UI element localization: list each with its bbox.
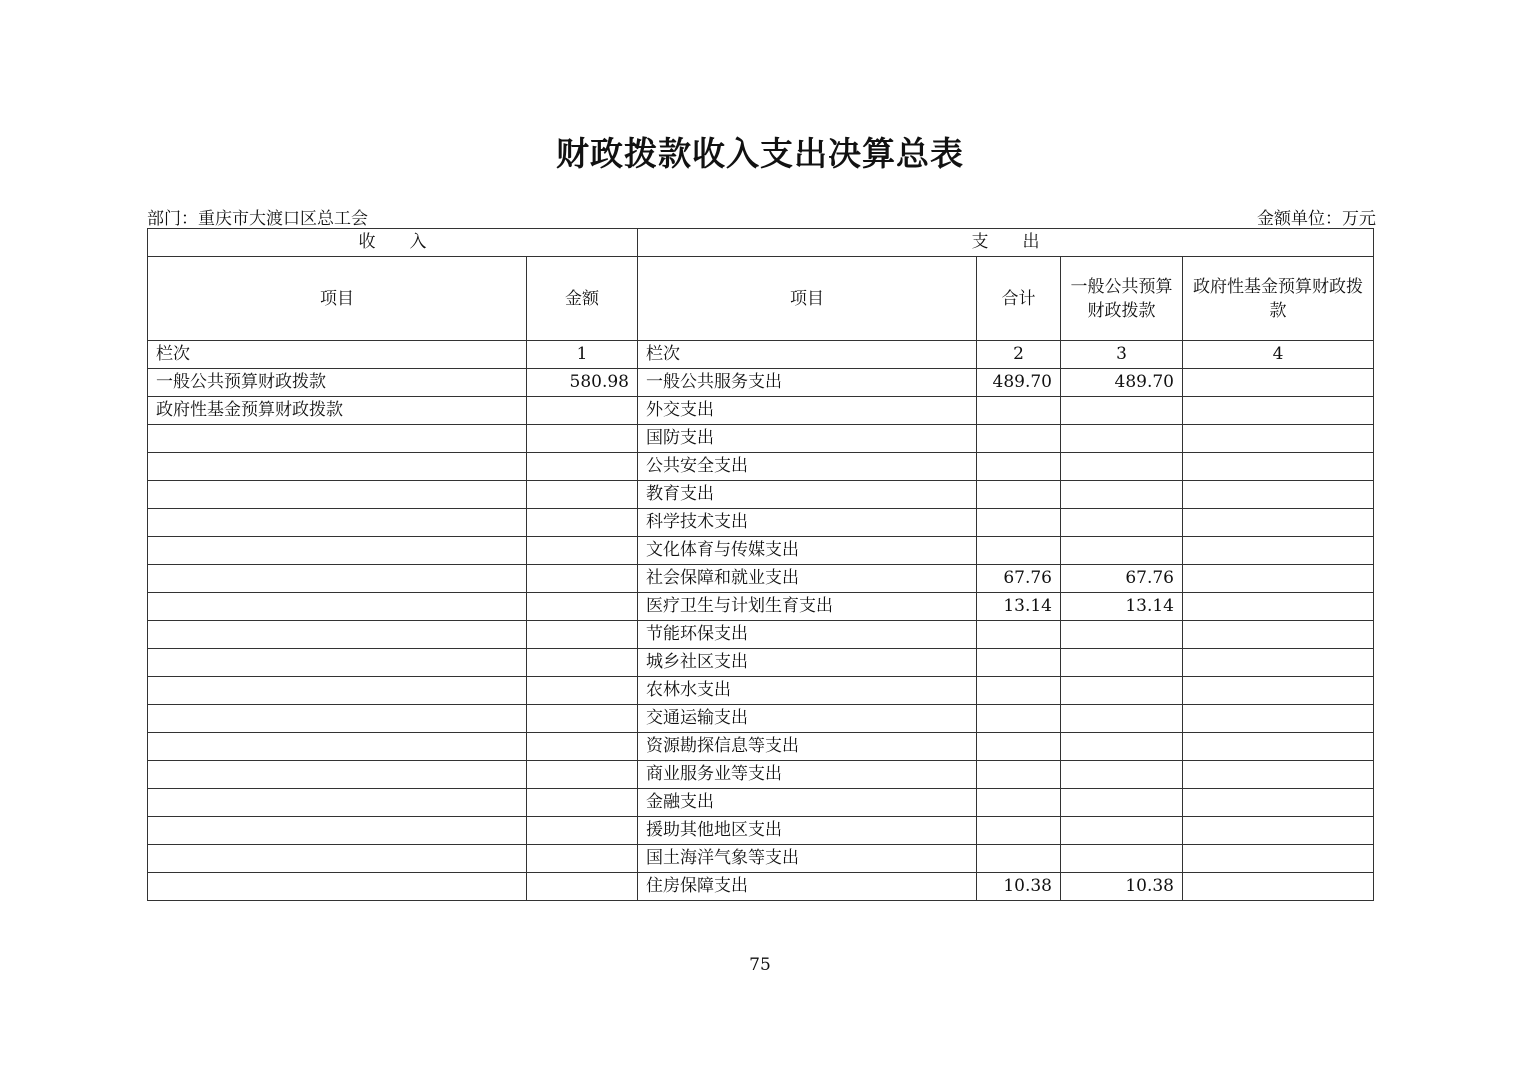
- expense-item-cell: 节能环保支出: [638, 621, 977, 649]
- income-item-cell: [148, 509, 527, 537]
- general-budget-cell: [1061, 789, 1183, 817]
- income-amount-cell: 580.98: [527, 369, 638, 397]
- col-total: 合计: [977, 257, 1061, 341]
- income-amount-cell: [527, 537, 638, 565]
- income-amount-cell: [527, 789, 638, 817]
- table-row: [148, 621, 1374, 649]
- income-item-cell: [148, 537, 527, 565]
- income-amount-cell: [527, 845, 638, 873]
- expense-item-cell: 一般公共服务支出: [638, 369, 977, 397]
- general-budget-cell: 67.76: [1061, 565, 1183, 593]
- expense-item-cell: 住房保障支出: [638, 873, 977, 901]
- general-budget-cell: [1061, 537, 1183, 565]
- total-cell: [977, 677, 1061, 705]
- general-budget-cell: [1061, 453, 1183, 481]
- general-budget-cell: [1061, 397, 1183, 425]
- income-item-cell: [148, 621, 527, 649]
- index-col-3: 3: [1061, 341, 1183, 369]
- col-income-item: 项目: [148, 257, 527, 341]
- expense-item-cell: 教育支出: [638, 481, 977, 509]
- index-label-2: 栏次: [638, 341, 977, 369]
- col-general-budget: 一般公共预算财政拨款: [1061, 257, 1183, 341]
- total-cell: [977, 481, 1061, 509]
- total-cell: [977, 845, 1061, 873]
- income-section-header: 收 入: [148, 229, 638, 257]
- income-amount-cell: [527, 733, 638, 761]
- gov-fund-cell: [1183, 761, 1374, 789]
- income-amount-cell: [527, 621, 638, 649]
- table-row: [148, 761, 1374, 789]
- income-item-cell: [148, 453, 527, 481]
- income-item-cell: [148, 649, 527, 677]
- table-row: [148, 677, 1374, 705]
- income-item-cell: [148, 761, 527, 789]
- income-item-cell: [148, 565, 527, 593]
- total-cell: [977, 733, 1061, 761]
- expense-item-cell: 科学技术支出: [638, 509, 977, 537]
- income-item-cell: [148, 593, 527, 621]
- expense-item-cell: 文化体育与传媒支出: [638, 537, 977, 565]
- expense-item-cell: 交通运输支出: [638, 705, 977, 733]
- table-row: [148, 733, 1374, 761]
- index-label: 栏次: [148, 341, 527, 369]
- expense-item-cell: 资源勘探信息等支出: [638, 733, 977, 761]
- general-budget-cell: [1061, 677, 1183, 705]
- table-row: [148, 649, 1374, 677]
- income-item-cell: [148, 733, 527, 761]
- total-cell: 10.38: [977, 873, 1061, 901]
- total-cell: [977, 621, 1061, 649]
- income-amount-cell: [527, 817, 638, 845]
- table-row: [148, 369, 1374, 397]
- col-gov-fund: 政府性基金预算财政拨款: [1183, 257, 1374, 341]
- total-cell: [977, 397, 1061, 425]
- general-budget-cell: [1061, 621, 1183, 649]
- gov-fund-cell: [1183, 621, 1374, 649]
- total-cell: 67.76: [977, 565, 1061, 593]
- gov-fund-cell: [1183, 649, 1374, 677]
- income-amount-cell: [527, 565, 638, 593]
- general-budget-cell: [1061, 649, 1183, 677]
- table-row: [148, 705, 1374, 733]
- income-amount-cell: [527, 397, 638, 425]
- total-cell: [977, 649, 1061, 677]
- table-row: [148, 453, 1374, 481]
- income-amount-cell: [527, 761, 638, 789]
- gov-fund-cell: [1183, 369, 1374, 397]
- income-item-cell: [148, 873, 527, 901]
- income-item-cell: [148, 705, 527, 733]
- total-cell: 13.14: [977, 593, 1061, 621]
- table-row: [148, 789, 1374, 817]
- gov-fund-cell: [1183, 509, 1374, 537]
- expense-item-cell: 农林水支出: [638, 677, 977, 705]
- income-amount-cell: [527, 593, 638, 621]
- expense-item-cell: 援助其他地区支出: [638, 817, 977, 845]
- expense-item-cell: 商业服务业等支出: [638, 761, 977, 789]
- gov-fund-cell: [1183, 789, 1374, 817]
- expense-item-cell: 国土海洋气象等支出: [638, 845, 977, 873]
- income-amount-cell: [527, 677, 638, 705]
- total-cell: [977, 761, 1061, 789]
- expense-item-cell: 医疗卫生与计划生育支出: [638, 593, 977, 621]
- income-amount-cell: [527, 705, 638, 733]
- page-number: 75: [749, 955, 771, 975]
- total-cell: [977, 425, 1061, 453]
- col-expense-item: 项目: [638, 257, 977, 341]
- table-row: [148, 425, 1374, 453]
- income-amount-cell: [527, 649, 638, 677]
- expense-item-cell: 金融支出: [638, 789, 977, 817]
- table-row: [148, 481, 1374, 509]
- income-item-cell: [148, 481, 527, 509]
- income-amount-cell: [527, 509, 638, 537]
- table-row: [148, 509, 1374, 537]
- table-row: [148, 845, 1374, 873]
- expense-item-cell: 公共安全支出: [638, 453, 977, 481]
- general-budget-cell: [1061, 761, 1183, 789]
- income-amount-cell: [527, 481, 638, 509]
- table-row: [148, 537, 1374, 565]
- budget-table: [147, 228, 1374, 901]
- expense-section-header: 支 出: [638, 229, 1374, 257]
- total-cell: [977, 705, 1061, 733]
- index-col-4: 4: [1183, 341, 1374, 369]
- expense-item-cell: 国防支出: [638, 425, 977, 453]
- income-item-cell: [148, 677, 527, 705]
- gov-fund-cell: [1183, 481, 1374, 509]
- gov-fund-cell: [1183, 453, 1374, 481]
- income-item-cell: [148, 845, 527, 873]
- index-col-1: 1: [527, 341, 638, 369]
- total-cell: [977, 789, 1061, 817]
- income-amount-cell: [527, 453, 638, 481]
- gov-fund-cell: [1183, 565, 1374, 593]
- gov-fund-cell: [1183, 873, 1374, 901]
- general-budget-cell: [1061, 845, 1183, 873]
- general-budget-cell: [1061, 481, 1183, 509]
- table-row: [148, 397, 1374, 425]
- table-row: [148, 565, 1374, 593]
- general-budget-cell: [1061, 705, 1183, 733]
- col-income-amount: 金额: [527, 257, 638, 341]
- general-budget-cell: [1061, 425, 1183, 453]
- section-header-row: [148, 229, 1374, 257]
- column-header-row: [148, 257, 1374, 341]
- general-budget-cell: 489.70: [1061, 369, 1183, 397]
- income-amount-cell: [527, 873, 638, 901]
- total-cell: [977, 537, 1061, 565]
- income-item-cell: [148, 789, 527, 817]
- general-budget-cell: [1061, 817, 1183, 845]
- gov-fund-cell: [1183, 705, 1374, 733]
- gov-fund-cell: [1183, 593, 1374, 621]
- page-title: 财政拨款收入支出决算总表: [556, 134, 964, 173]
- income-amount-cell: [527, 425, 638, 453]
- total-cell: 489.70: [977, 369, 1061, 397]
- income-item-cell: 政府性基金预算财政拨款: [148, 397, 527, 425]
- general-budget-cell: 13.14: [1061, 593, 1183, 621]
- expense-item-cell: 城乡社区支出: [638, 649, 977, 677]
- index-row: [148, 341, 1374, 369]
- income-item-cell: [148, 817, 527, 845]
- income-item-cell: [148, 425, 527, 453]
- gov-fund-cell: [1183, 817, 1374, 845]
- gov-fund-cell: [1183, 677, 1374, 705]
- general-budget-cell: [1061, 733, 1183, 761]
- expense-item-cell: 外交支出: [638, 397, 977, 425]
- table-row: [148, 817, 1374, 845]
- general-budget-cell: [1061, 509, 1183, 537]
- income-item-cell: 一般公共预算财政拨款: [148, 369, 527, 397]
- gov-fund-cell: [1183, 425, 1374, 453]
- index-col-2: 2: [977, 341, 1061, 369]
- gov-fund-cell: [1183, 537, 1374, 565]
- unit-label: 金额单位：万元: [1257, 209, 1376, 229]
- gov-fund-cell: [1183, 845, 1374, 873]
- gov-fund-cell: [1183, 397, 1374, 425]
- table-row: [148, 593, 1374, 621]
- general-budget-cell: 10.38: [1061, 873, 1183, 901]
- total-cell: [977, 453, 1061, 481]
- total-cell: [977, 817, 1061, 845]
- total-cell: [977, 509, 1061, 537]
- table-row: [148, 873, 1374, 901]
- expense-item-cell: 社会保障和就业支出: [638, 565, 977, 593]
- department-label: 部门：重庆市大渡口区总工会: [147, 209, 368, 229]
- gov-fund-cell: [1183, 733, 1374, 761]
